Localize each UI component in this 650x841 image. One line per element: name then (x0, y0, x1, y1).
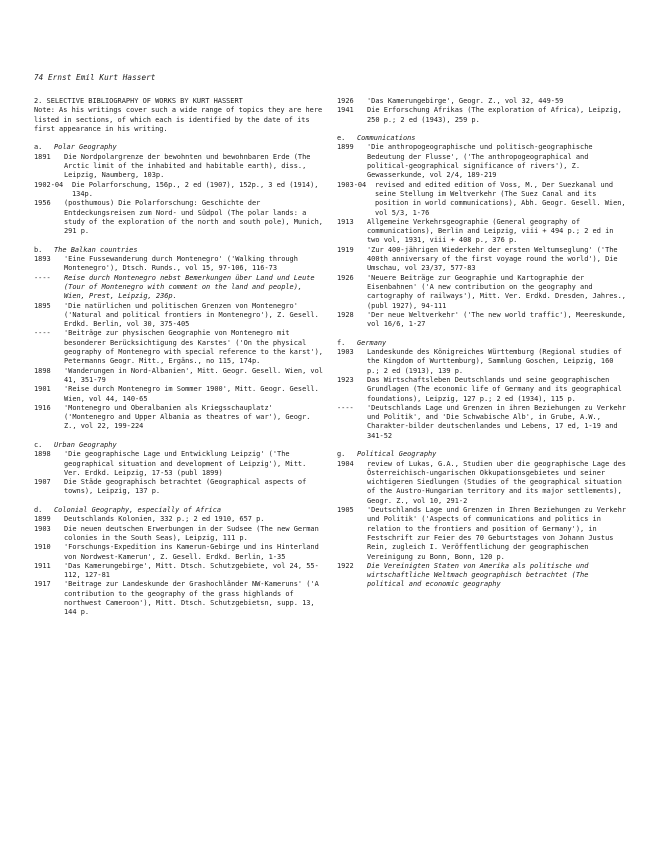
bib-entry (337, 106, 629, 125)
entry-text: Deutschlands Kolonien, 332 p.; 2 ed 1910, 657 p. (64, 515, 265, 524)
entry-text: 'Eine Fussewanderung durch Montenegro' ('Walking through Montenegro'), Dtsch. Runds., vol 15, 97-106, 116-73 (64, 255, 298, 273)
entry-text: Die Erforschung Afrikas (The exploration of Africa), Leipzig, 250 p.; 2 ed (1943), 259 p. (367, 106, 622, 124)
entry-text: revised and edited edition of Voss, M., Der Suezkanal und seine Stellung im Weltverkehr (The Suez Canal and its position in world communications), Abh. Geogr. Gesell. Wien, vol 5/3, 1-76 (375, 180, 626, 217)
bib-entry (337, 506, 629, 562)
bib-entry (34, 525, 324, 544)
entry-year: 1922 (337, 561, 354, 570)
entry-year: 1910 (34, 543, 51, 552)
bib-entry (337, 246, 629, 274)
entry-year: ---- (34, 273, 51, 282)
entry-text: review of Lukas, G.A., Studien uber die geographische Lage des Österreichisch-ungarischen Okkupationsgebietes und seiner wichtigeren Siedlungen (Studies of the geographical situation of the Austro-Hungarian territory and its major settlements), Geogr. Z., vol 10, 291-2 (367, 459, 626, 505)
right-column (337, 97, 629, 590)
entry-text: Landeskunde des Königreiches Württemburg (Regional studies of the Kingdom of Wurttemburg), Sammlung Goschen, Leipzig, 160 p.; 2 ed (1913), 139 p. (367, 348, 622, 375)
bib-entry (337, 181, 629, 218)
entry-year: 1926 (337, 97, 354, 105)
entry-year: 1898 (34, 450, 51, 459)
bib-entry (337, 274, 629, 311)
entry-year: 1917 (34, 580, 51, 589)
section-title: Colonial Geography, especially of Africa (54, 506, 222, 515)
entry-text: 'Reise durch Montenegro im Sommer 1900', Mitt. Geogr. Gesell. Wien, vol 44, 140-65 (64, 385, 319, 403)
section-letter: f. (337, 338, 346, 347)
bib-entry (337, 376, 629, 404)
entry-text: Die Polarforschung, 156p., 2 ed (1907), 152p., 3 ed (1914), 134p. (72, 180, 319, 198)
entry-text: Die Städe geographisch betrachtet (Geographical aspects of towns), Leipzig, 137 p. (64, 478, 307, 496)
entry-text: Reise durch Montenegro nebst Bemerkungen über Land und Leute (Tour of Montenegro with comment on the land and people), Wien, Prest, Leipzig, 236p. (64, 273, 315, 301)
section-title: Polar Geography (54, 143, 117, 152)
entry-text: Die Nordpolargrenze der bewohnten und bewohnbaren Erde (The Arctic limit of the inhabited and habitable earth), diss., Leipzig, Naumberg, 103p. (64, 152, 311, 180)
section-heading (337, 134, 629, 143)
bib-entry (34, 367, 324, 386)
bib-entry (337, 348, 629, 376)
entry-year: 1899 (34, 515, 51, 524)
entry-year: 1891 (34, 152, 51, 161)
entry-year: 1903 (34, 524, 51, 533)
bib-entry (34, 580, 324, 617)
bib-entry (34, 302, 324, 330)
entry-year: ---- (337, 403, 354, 412)
bibliography-note: Note: As his writings cover such a wide range of topics they are here listed in sections, of which each is identified by the date of its first appearance in his writing. (34, 106, 323, 133)
section-heading (34, 506, 324, 515)
bib-entry (34, 274, 324, 302)
running-header: 74 Ernst Emil Kurt Hassert (34, 73, 156, 82)
section-title: The Balkan countries (54, 245, 138, 254)
section-heading (34, 246, 324, 255)
entry-year: ---- (34, 329, 51, 338)
entry-text: 'Zur 400-jährigen Wiederkehr der ersten Weltumseglung' ('The 400th anniversary of the first voyage round the world'), Die Umschau, vol 23/37, 577-83 (367, 245, 618, 273)
bib-entry (337, 143, 629, 180)
entry-year: 1903-04 (337, 180, 367, 189)
entry-text: 'Beiträge zur physischen Geographie von Montenegro mit besonderer Berücksichtigung des Karstes' ('On the physical geography of Montenegro with special reference to the karst'), Petermanns Geogr. Mitt., Ergäns., no 115, 174p. (64, 329, 323, 366)
entry-year: 1911 (34, 561, 51, 570)
bib-entry (337, 404, 629, 441)
entry-text: 'Montenegro und Oberalbanien als Kriegsschauplatz' ('Montenegro and Upper Albania as theatres of war'), Geogr. Z., vol 22, 199-224 (64, 403, 311, 431)
entry-year: 1893 (34, 255, 51, 264)
entry-year: 1916 (34, 403, 51, 412)
section-title: Communications (357, 134, 416, 143)
entry-text: 'Die anthropogeographische und politisch-geographische Bedeutung der Flusse', ('The anthropogeographical and political-geographical significance of rivers'), Z. Gewasserkunde, vol 2/4, 189-219 (367, 143, 593, 180)
bib-entry (337, 311, 629, 330)
entry-text: 'Beitrage zur Landeskunde der Grashochländer NW-Kameruns' ('A contribution to the geography of the grass highlands of northwest Cameroon'), Mitt. Dtsch. Schutzgebietsn, supp. 13, 144 p. (64, 580, 319, 617)
bib-entry (34, 153, 324, 181)
section-letter: c. (34, 440, 43, 449)
bib-entry (337, 460, 629, 506)
section-title: Germany (357, 338, 387, 347)
entry-text: Die Vereinigten Staten von Amerika als politische und wirtschaftliche Weltmach geographisch betrachtet (The political and economic geography (367, 561, 589, 589)
section-letter: e. (337, 134, 346, 143)
section-heading (34, 143, 324, 152)
section-letter: a. (34, 143, 43, 152)
entry-year: 1901 (34, 385, 51, 394)
bib-entry (34, 562, 324, 581)
left-column (34, 97, 324, 618)
entry-text: 'Deutschlands Lage und Grenzen in Ihren Beziehungen zu Verkehr und Politik' ('Aspects of communications and politics in relation to the frontiers and position of Germany'), in Festschrift zur Feier des 70 Geburtstages von Johann Justus Rein, zugleich I. Veröffentlichung der geographischen Vereinigung zu Bonn, Bonn, 120 p. (367, 506, 626, 561)
entry-year: 1919 (337, 245, 354, 254)
bib-entry (337, 97, 629, 106)
entry-text: 'Deutschlands Lage und Grenzen in ihren Beziehungen zu Verkehr und Politik', and 'Die Schwabische Alb', in Grube, A.W., Charakter-bilder deutschenlandes und Lebens, 17 ed, 1-19 and 341-52 (367, 403, 626, 440)
entry-text: 'Wanderungen in Nord-Albanien', Mitt. Geogr. Gesell. Wien, vol 41, 351-79 (64, 366, 323, 384)
section-letter: d. (34, 506, 43, 515)
bib-entry (34, 450, 324, 478)
section-title: Urban Geography (54, 440, 117, 449)
bib-entry (34, 478, 324, 497)
entry-year: 1923 (337, 375, 354, 384)
section-letter: b. (34, 245, 43, 254)
bib-entry (34, 404, 324, 432)
entry-text: 'Die geographische Lage und Entwicklung Leipzig' ('The geographical situation and development of Leipzig'), Mitt. Ver. Erdkd. Leipzig, 17-53 (publ 1899) (64, 450, 307, 477)
entry-text: 'Forschungs-Expedition ins Kamerun-Gebirge und ins Hinterland von Nordwest-Kamerun', Z. Gesell. Erdkd. Berlin, 1-35 (64, 543, 319, 561)
section-heading (337, 450, 629, 459)
entry-year: 1907 (34, 478, 51, 487)
bib-entry (34, 543, 324, 562)
section-heading (34, 441, 324, 450)
section-heading (337, 339, 629, 348)
entry-year: 1903 (337, 348, 354, 357)
section-letter: g. (337, 450, 346, 459)
bib-entry (34, 181, 324, 200)
bib-entry (337, 562, 629, 590)
bib-entry (34, 255, 324, 274)
entry-year: 1898 (34, 366, 51, 375)
entry-text: (posthumous) Die Polarforschung: Geschichte der Entdeckungsreisen zum Nord- und Südpol (The polar lands: a study of the exploration of the north and south pole), Munich, 291 p. (64, 199, 323, 236)
bib-entry (34, 199, 324, 236)
bib-entry (34, 329, 324, 366)
bib-entry (337, 218, 629, 246)
entry-year: 1895 (34, 301, 51, 310)
entry-text: 'Der neue Weltverkehr' ('The new world traffic'), Meereskunde, vol 16/6, 1-27 (367, 310, 626, 329)
entry-text: 'Die natürlichen und politischen Grenzen von Montenegro' ('Natural and political frontiers in Montenegro'), Z. Gesell. Erdkd. Berlin, vol 30, 375-405 (64, 301, 319, 329)
entry-text: 'Das Kamerungebirge', Mitt. Dtsch. Schutzgebiete, vol 24, 55-112, 127-81 (64, 561, 319, 580)
bibliography-title: 2. SELECTIVE BIBLIOGRAPHY OF WORKS BY KURT HASSERT (34, 97, 243, 105)
entry-year: 1899 (337, 143, 354, 152)
entry-text: 'Das Kamerungebirge', Geogr. Z., vol 32, 449-59 (367, 97, 564, 105)
bib-entry (34, 385, 324, 404)
entry-text: Die neuen deutschen Erwerbungen in der Sudsee (The new German colonies in the South Seas), Leipzig, 111 p. (64, 524, 319, 542)
entry-text: Allgemeine Verkehrsgeographie (General geography of communications), Berlin and Leipzig, viii + 494 p.; 2 ed in two vol, 1931, viii + 408 p., 376 p. (367, 217, 614, 245)
entry-year: 1902-04 (34, 180, 64, 189)
entry-year: 1928 (337, 310, 354, 319)
entry-year: 1905 (337, 506, 354, 515)
section-title: Political Geography (357, 450, 437, 459)
entry-text: Das Wirtschaftsleben Deutschlands und seine geographischen Grundlagen (The economic life of Germany and its geographical foundations), Leipzig, 127 p.; 2 ed (1934), 115 p. (367, 375, 622, 403)
entry-year: 1904 (337, 459, 354, 468)
entry-year: 1956 (34, 199, 51, 208)
entry-year: 1941 (337, 106, 354, 115)
bib-entry (34, 515, 324, 524)
entry-text: 'Neuere Beiträge zur Geographie und Kartographie der Eisenbahnen' ('A new contribution on the geography and cartography of railways'), Mitt. Ver. Erdkd. Dresden, Jahres., (publ 1927), 94-111 (367, 273, 626, 310)
entry-year: 1913 (337, 217, 354, 226)
entry-year: 1926 (337, 273, 354, 282)
